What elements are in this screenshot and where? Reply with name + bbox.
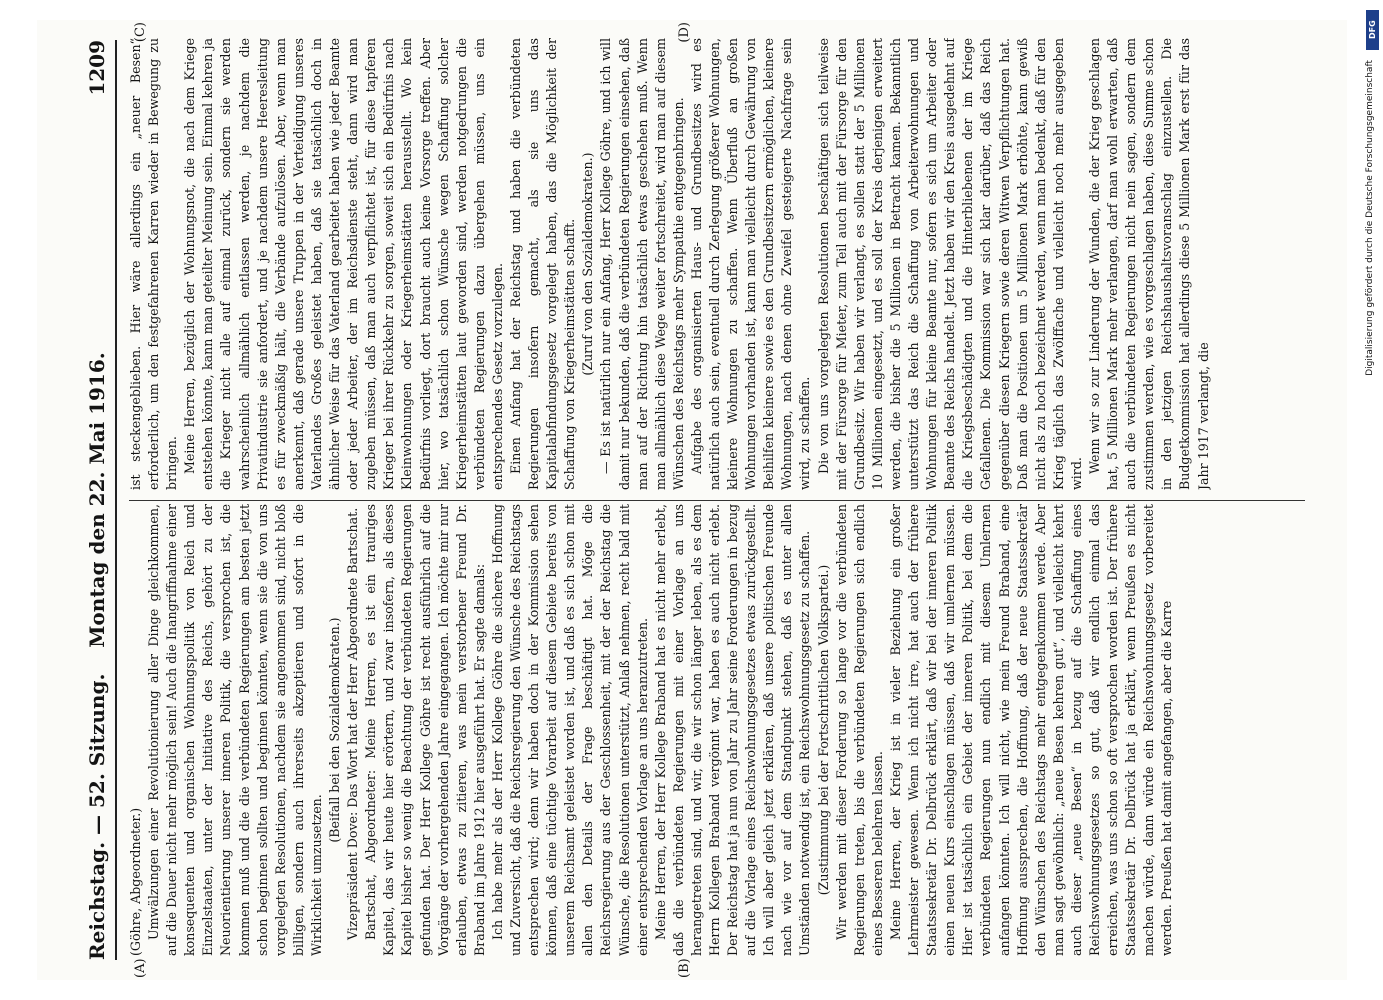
paragraph: Meine Herren, der Herr Kollege Braband hat es nicht mehr erlebt, daß die verbündeten Regierungen mit einer Vorlage an uns herangetreten sind, und wir, die wir schon länger leben, als es dem Herrn Kollegen Braband vergönnt war, haben es auch nicht erlebt. Der Reichstag hat ja nun von Jahr zu Jahr seine Forderungen in bezug auf die Vorlage eines Reichswohnungsgesetzes etwas zurückgestellt. Ich will aber gleich jetzt erklären, daß unsere politischen Freunde nach wie vor auf dem Standpunkt stehen, daß es unter allen Umständen notwendig ist, ein Reichswohnungsgesetz zu schaffen.: [652, 504, 812, 956]
page-number: 1209: [84, 39, 109, 96]
paragraph: Aufgabe des organisierten Haus- und Grundbesitzes wird es natürlich auch sein, eventuell durch Zerlegung größerer Wohnungen, kleinere Wohnungen zu schaffen. Wenn Überfluß an großen Wohnungen vorhanden ist, kann man vielleicht durch Gewährung von Beihilfen kleinere sowie es den Grundbesitzern ermöglichen, kleinere Wohnungen, nach denen ohne Zweifel gesteigerte Nachfrage sein wird, zu schaffen.: [688, 38, 812, 490]
speaker-note: (Göhre, Abgeordneter.): [127, 807, 143, 956]
column-left: [127, 504, 1307, 956]
dfg-logo: DFG: [1366, 10, 1379, 50]
applause-note: (Zustimmung bei der Fortschrittlichen Volkspartei.): [815, 564, 831, 896]
paragraph: Wenn wir so zur Linderung der Wunden, die der Krieg geschlagen hat, 5 Millionen Mark mehr verlangen, darf man wohl erwarten, daß auch die verbündeten Regierungen nicht nein sagen, sondern dem zustimmen werden, wie es vorgeschlagen haben, diese Summe schon in den jetzigen Reichshaushaltsvoranschlag einzustellen. Die Budgetkommission hat allerdings diese 5 Millionen Mark erst für das Jahr 1917 verlangt, die: [1086, 38, 1211, 490]
header-date: Montag den 22. Mai 1916.: [84, 352, 109, 648]
paragraph: Umwälzungen einer Revolutionierung aller Dinge gleichkommen, auf die Dauer nicht mehr möglich sein! Auch die Inangriffnahme einer konsequenten und organischen Wohnungspolitik von Reich und Einzelstaaten, unter der Initiative des Reichs, gehört zu der Neuorientierung unserer inneren Politik, die versprochen ist, die kommen muß und die die verbündeten Regierungen am besten jetzt schon beginnen sollten und beginnen könnten, wenn sie die von uns vorgelegten Resolutionen, nachdem sie angenommen sind, nicht bloß billigen, sondern auch ihrerseits akzeptieren und sofort in die Wirklichkeit umzusetzen.: [145, 504, 324, 956]
margin-marker-b: (B): [676, 958, 692, 978]
digitization-credit: Digitalisierung gefördert durch die Deutsche Forschungsgemeinschaft: [1365, 60, 1375, 376]
paragraph: Einen Anfang hat der Reichstag und haben die verbündeten Regierungen insofern gemacht, als sie uns das Kapitalabfindungsgesetz vorgelegt haben, das die Möglichkeit der Schaffung von Kriegerheimstätten schafft.: [507, 38, 577, 490]
paragraph: — Es ist natürlich nur ein Anfang, Herr Kollege Göhre, und ich will damit nur bekunden, daß die verbündeten Regierungen einsehen, daß man auf der Richtung hin tatsächlich etwas geschehen muß. Wenn man allmählich diese Wege weiter fortschreitet, wird man auf diesem Wünschen des Reichstags mehr Sympathie entgegenbringen.: [597, 38, 686, 490]
paragraph: ist steckengeblieben. Hier wäre allerdings ein „neuer Besen“ erforderlich, um den festgefahrenen Karren wieder in Bewegung zu bringen.: [127, 38, 179, 490]
paragraph: Bartschat, Abgeordneter: Meine Herren, es ist ein trauriges Kapitel, das wir heute hier erörtern, und zwar insofern, als dieses Kapitel bisher so wenig die Beachtung der verbündeten Regierungen gefunden hat. Der Herr Kollege Göhre ist recht ausführlich auf die Vorgänge der vorhergehenden Jahre eingegangen. Ich möchte mir nur erlauben, etwas zu zitieren, was mein verstorbener Freund Dr. Braband im Jahre 1912 hier ausgeführt hat. Er sagte damals:: [362, 504, 487, 956]
header-left: Reichstag. — 52. Sitzung.: [84, 673, 109, 960]
margin-marker-a: (A): [132, 958, 148, 978]
paragraph: Wir werden mit dieser Forderung so lange vor die verbündeten Regierungen treten, bis die verbündeten Regierungen sich endlich eines Besseren belehren lassen.: [833, 504, 885, 956]
column-right: [127, 38, 1307, 490]
paragraph: Die von uns vorgelegten Resolutionen beschäftigen sich teilweise mit der Fürsorge für Mieter, zum Teil auch mit der Fürsorge für den Grundbesitz. Wir haben wir verlangt, es sollen statt der 5 Millionen 10 Millionen eingesetzt, und es soll der Kreis derjenigen erweitert werden, die bisher die 5 Millionen in Betracht kamen. Bekanntlich unterstützt das Reich die Schaffung von Arbeiterwohnungen und Wohnungen für kleine Beamte nur, sofern es sich um Arbeiter oder Beamte des Reichs handelt. Jetzt haben wir den Kreis ausgedehnt auf die Kriegsbeschädigten und die Hinterbliebenen der im Kriege Gefallenen. Die Kommission war sich klar darüber, daß das Reich gegenüber diesen Kriegern sowie deren Witwen Verpflichtungen hat. Daß man die Positionen um 5 Millionen Mark erhöhte, kann gewiß nicht als zu hoch bezeichnet werden, wenn man bedenkt, daß für den Krieg täglich das Zwölffache und vielleicht noch mehr ausgegeben wird.: [815, 38, 1084, 490]
paragraph: Meine Herren, bezüglich der Wohnungsnot, die nach dem Kriege entstehen könnte, kann man geteilter Meinung sein. Einmal kehren ja die Krieger nicht alle auf einmal zurück, sondern sie werden wahrscheinlich allmählich entlassen werden, je nachdem die Privatindustrie sie anfordert, und je nachdem unsere Heeresleitung es für zweckmäßig hält, die Verbände aufzulösen. Aber, wenn man anerkennt, daß gerade unsere Truppen in der Verteidigung unseres Vaterlandes Großes geleistet haben, daß sie tatsächlich doch in ähnlicher Weise für das Vaterland gearbeitet haben wie jeder Beamte oder jeder Arbeiter, der im Reichsdienste steht, dann wird man zugeben müssen, daß man auch verpflichtet ist, für diese tapferen Krieger bei ihrer Rückkehr zu sorgen, soweit sich ein Bedürfnis nach Kleinwohnungen oder Kriegerheimstätten herausstellt. Wo kein Bedürfnis vorliegt, dort braucht auch keine Vorsorge treffen. Aber hier, wo tatsächlich schon Wünsche wegen Schaffung solcher Kriegerheimstätten laut geworden sind, werden notgedrungen die verbündeten Regierungen dazu übergehen müssen, uns ein entsprechendes Gesetz vorzulegen.: [181, 38, 505, 490]
interjection-note: (Zuruf von den Sozialdemokraten.): [579, 152, 595, 376]
paragraph: Vizepräsident Dove: Das Wort hat der Herr Abgeordnete Bartschat.: [344, 507, 360, 940]
column-divider: [129, 500, 1305, 501]
applause-note: (Beifall bei den Sozialdemokraten.): [326, 617, 342, 843]
paragraph: Meine Herren, der Krieg ist in vieler Beziehung ein großer Lehrmeister gewesen. Wenn ich nicht irre, hat auch der frühere Staatssekretär Dr. Delbrück erklärt, daß wir bei der inneren Politik einen neuen Kurs einschlagen müssen, daß wir umlernen müssen. Hier ist tatsächlich ein Gebiet der inneren Politik, bei dem die verbündeten Regierungen nun endlich mit diesem Umlernen anfangen könnten. Ich will nicht, wie mein Freund Braband, eine Hoffnung aussprechen, die Hoffnung, daß der neue Staatssekretär den Wünschen des Reichstags mehr entgegenkommen werde. Aber man sagt gewöhnlich: „neue Besen kehren gut“, und vielleicht kehrt auch dieser „neue Besen“ in bezug auf die Schaffung eines Reichswohnungsgesetzes so gut, daß wir endlich einmal das erreichen, was uns schon so oft versprochen worden ist. Der frühere Staatssekretär Dr. Delbrück hat ja erklärt, wenn Preußen es nicht machen würde, dann würde ein Reichswohnungsgesetz vorbereitet werden. Preußen hat damit angefangen, aber die Karre: [887, 504, 1174, 956]
quote-paragraph: Ich habe mehr als der Herr Kollege Göhre die sichere Hoffnung und Zuversicht, daß die Reichsregierung den Wünsche des Reichstags entsprechen wird; denn wir haben doch in der Kommission sehen können, daß eine tüchtige Vorarbeit auf diesem Gebiete bereits von unserem Reichsamt geleistet worden ist, und daß es sich schon mit allen den Details der Frage beschäftigt hat. Möge die Reichsregierung aus der Geschlossenheit, mit der der Reichstag die Wünsche, die Resolutionen unterstützt, Anlaß nehmen, recht bald mit einer entsprechenden Vorlage an uns heranzutreten.: [489, 504, 650, 956]
margin-marker-d: (D): [676, 22, 692, 43]
newspaper-page: [37, 20, 1347, 980]
margin-marker-c: (C): [132, 22, 148, 43]
page-header: [79, 40, 117, 960]
